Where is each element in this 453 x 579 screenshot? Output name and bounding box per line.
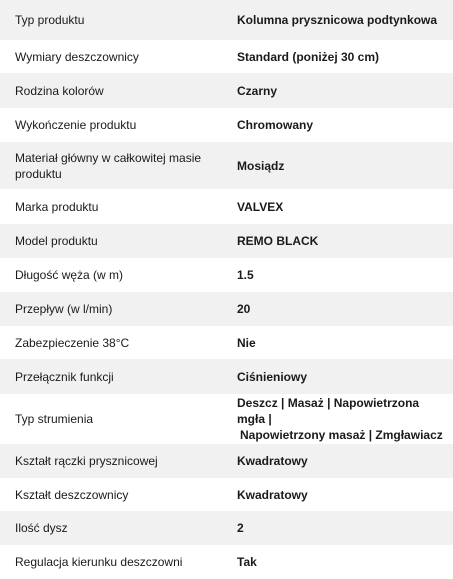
spec-row-color-family xyxy=(0,73,453,108)
spec-row-flow xyxy=(0,292,453,326)
spec-row-finish xyxy=(0,108,453,142)
spec-label: Przepływ (w l/min) xyxy=(0,292,237,326)
spec-value: 2 xyxy=(237,511,453,545)
spec-row-direction-adjustment xyxy=(0,545,453,579)
spec-value: Mosiądz xyxy=(237,142,453,189)
spec-label: Długość węża (w m) xyxy=(0,258,237,292)
spec-label: Ilość dysz xyxy=(0,511,237,545)
spec-label: Wymiary deszczownicy xyxy=(0,40,237,73)
spec-value: Ciśnieniowy xyxy=(237,359,453,394)
spec-value: VALVEX xyxy=(237,189,453,224)
spec-value-line: Deszcz | Masaż | Napowietrzona mgła | xyxy=(237,396,420,426)
spec-label: Rodzina kolorów xyxy=(0,73,237,108)
spec-value: Standard (poniżej 30 cm) xyxy=(237,40,453,73)
spec-value: Nie xyxy=(237,326,453,359)
spec-row-main-material xyxy=(0,142,453,189)
spec-row-model xyxy=(0,224,453,258)
spec-label: Kształt deszczownicy xyxy=(0,478,237,511)
spec-row-brand xyxy=(0,189,453,224)
spec-value: Chromowany xyxy=(237,108,453,142)
spec-row-nozzle-count xyxy=(0,511,453,545)
spec-row-product-type xyxy=(0,0,453,40)
spec-row-thermo-protection xyxy=(0,326,453,359)
spec-value: Tak xyxy=(237,545,453,579)
spec-value: 1.5 xyxy=(237,258,453,292)
spec-label: Model produktu xyxy=(0,224,237,258)
spec-value: Czarny xyxy=(237,73,453,108)
spec-value: Kwadratowy xyxy=(237,478,453,511)
spec-row-rain-shower-size xyxy=(0,40,453,73)
spec-label: Wykończenie produktu xyxy=(0,108,237,142)
spec-row-hose-length xyxy=(0,258,453,292)
spec-label: Materiał główny w całkowitej masie produktu xyxy=(0,142,237,189)
spec-label: Marka produktu xyxy=(0,189,237,224)
spec-label: Przełącznik funkcji xyxy=(0,359,237,394)
spec-value-line: Napowietrzony masaż | Zmgławiacz xyxy=(240,428,443,442)
spec-value: 20 xyxy=(237,292,453,326)
spec-label: Zabezpieczenie 38°C xyxy=(0,326,237,359)
spec-row-handshower-shape xyxy=(0,444,453,478)
spec-value xyxy=(237,394,453,444)
spec-label: Kształt rączki prysznicowej xyxy=(0,444,237,478)
spec-row-rain-shower-shape xyxy=(0,478,453,511)
spec-row-spray-type xyxy=(0,394,453,444)
spec-row-function-switch xyxy=(0,359,453,394)
spec-label: Typ strumienia xyxy=(0,394,237,444)
spec-value: Kolumna prysznicowa podtynkowa xyxy=(237,0,453,40)
spec-value: REMO BLACK xyxy=(237,224,453,258)
spec-value: Kwadratowy xyxy=(237,444,453,478)
spec-label: Typ produktu xyxy=(0,0,237,40)
spec-label: Regulacja kierunku deszczowni xyxy=(0,545,237,579)
